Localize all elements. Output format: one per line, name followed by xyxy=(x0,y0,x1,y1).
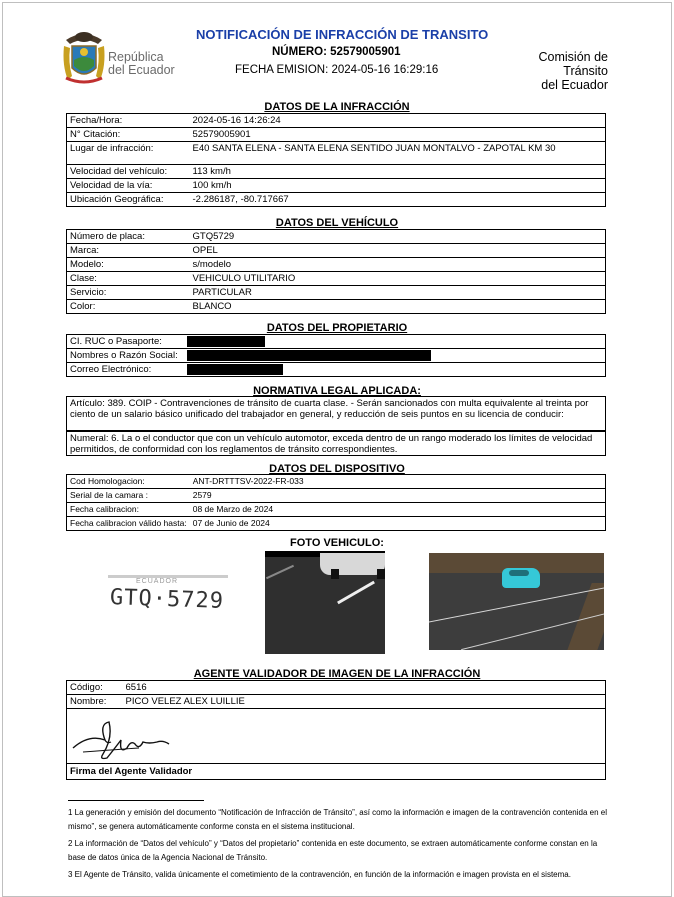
table-row xyxy=(67,681,606,695)
row-value: BLANCO xyxy=(190,300,606,314)
row-value: 100 km/h xyxy=(190,179,606,193)
row-label: CI. RUC o Pasaporte: xyxy=(67,335,184,349)
table-row xyxy=(67,193,606,207)
republica-line1: República xyxy=(108,50,164,64)
row-label: Modelo: xyxy=(67,258,190,272)
fecha-emision-line xyxy=(235,64,438,76)
table-row xyxy=(67,114,606,128)
infraccion-table xyxy=(66,113,606,207)
vehicle-rear-photo xyxy=(265,551,385,654)
table-row xyxy=(67,475,606,489)
redacted-field xyxy=(187,350,431,361)
normativa-articulo: Artículo: 389. COIP - Contravenciones de tránsito de cuarta clase. - Serán sancionados con multa equivalente al treinta por ciento de un salario básico unificado del trabajador en general, y reducción de seis puntos en su licencia de conducir: xyxy=(66,396,606,431)
footnote-1: 1 La generación y emisión del documento “Notificación de Infracción de Tránsito”, así como la información e imagen de la contravención contenida en el mismo”, se genera automáticamente conforme consta en el sistema institucional. xyxy=(68,808,607,831)
republica-line2: del Ecuador xyxy=(108,63,175,77)
numero-line xyxy=(272,46,401,58)
vehicle-overview-photo xyxy=(429,553,604,650)
section-title-normativa: NORMATIVA LEGAL APLICADA: xyxy=(253,385,421,397)
plate-number-text: GTQ·5729 xyxy=(109,585,225,614)
dispositivo-table xyxy=(66,474,606,531)
comision-line1: Comisión de Tránsito xyxy=(538,50,608,78)
car-rear-bumper xyxy=(320,553,385,575)
propietario-table xyxy=(66,334,606,377)
row-label: Correo Electrónico: xyxy=(67,363,184,377)
row-label: Color: xyxy=(67,300,190,314)
footnote-3: 3 El Agente de Tránsito, valida únicamente el cometimiento de la contravención, en función de la información e imagen provista en el sistema. xyxy=(68,870,571,879)
redacted-field xyxy=(187,364,283,375)
row-label: Ubicación Geográfica: xyxy=(67,193,190,207)
row-value: -2.286187, -80.717667 xyxy=(190,193,606,207)
table-row xyxy=(67,142,606,165)
numero-value: 52579005901 xyxy=(330,46,401,58)
section-title-vehiculo: DATOS DEL VEHÍCULO xyxy=(275,217,399,229)
row-value xyxy=(184,335,606,349)
row-label: Nombres o Razón Social: xyxy=(67,349,184,363)
row-value: E40 SANTA ELENA - SANTA ELENA SENTIDO JUAN MONTALVO - ZAPOTAL KM 30 xyxy=(190,142,606,165)
row-label: Fecha calibracion válido hasta: xyxy=(67,517,190,531)
redacted-field xyxy=(187,336,265,347)
row-value: s/modelo xyxy=(190,258,606,272)
table-row xyxy=(67,258,606,272)
row-label: Servicio: xyxy=(67,286,190,300)
table-row xyxy=(67,363,606,377)
normativa-numeral: Numeral: 6. La o el conductor que con un vehículo automotor, exceda dentro de un rango moderado los límites de velocidad permitidos, de conformidad con los reglamentos de tránsito correspondientes. xyxy=(66,431,606,456)
row-value: 08 de Marzo de 2024 xyxy=(190,503,606,517)
row-value: 07 de Junio de 2024 xyxy=(190,517,606,531)
table-row xyxy=(67,128,606,142)
offending-car-window xyxy=(509,570,529,576)
table-row xyxy=(67,695,606,709)
row-value: PARTICULAR xyxy=(190,286,606,300)
codigo-value: 6516 xyxy=(123,681,606,695)
car-wheel-right xyxy=(377,569,385,579)
footnote-separator xyxy=(68,800,204,801)
row-label: Número de placa: xyxy=(67,230,190,244)
section-title-dispositivo: DATOS DEL DISPOSITIVO xyxy=(269,463,405,475)
table-row xyxy=(67,286,606,300)
table-row xyxy=(67,179,606,193)
table-row xyxy=(67,230,606,244)
row-label: Lugar de infracción: xyxy=(67,142,190,165)
document-title: NOTIFICACIÓN DE INFRACCIÓN DE TRANSITO xyxy=(196,27,489,42)
fecha-emision-value: 2024-05-16 16:29:16 xyxy=(331,64,439,76)
row-value: GTQ5729 xyxy=(190,230,606,244)
section-title-propietario: DATOS DEL PROPIETARIO xyxy=(266,322,408,334)
row-label: Velocidad del vehículo: xyxy=(67,165,190,179)
table-row xyxy=(67,489,606,503)
plate-header-text: ECUADOR xyxy=(136,578,179,585)
row-label: Fecha/Hora: xyxy=(67,114,190,128)
lane-marking xyxy=(266,565,294,579)
license-plate-crop xyxy=(100,575,240,625)
section-title-foto: FOTO VEHICULO: xyxy=(290,537,384,549)
row-value: 2579 xyxy=(190,489,606,503)
table-row xyxy=(67,272,606,286)
signature-underline xyxy=(67,763,605,764)
row-value: VEHICULO UTILITARIO xyxy=(190,272,606,286)
row-value xyxy=(184,363,606,377)
row-label: Fecha calibracion: xyxy=(67,503,190,517)
row-value: 2024-05-16 14:26:24 xyxy=(190,114,606,128)
ecuador-coat-of-arms-icon xyxy=(58,26,110,86)
fecha-emision-label: FECHA EMISION: xyxy=(235,64,329,76)
table-row xyxy=(67,244,606,258)
lane-marking xyxy=(337,581,375,605)
row-label: N° Citación: xyxy=(67,128,190,142)
agente-table xyxy=(66,680,606,709)
row-label: Cod Homologacion: xyxy=(67,475,190,489)
row-label: Serial de la camara : xyxy=(67,489,190,503)
row-value xyxy=(184,349,606,363)
comision-transito-logo-text xyxy=(496,50,608,92)
section-title-agente: AGENTE VALIDADOR DE IMAGEN DE LA INFRACCIÓN xyxy=(193,668,481,680)
row-label: Clase: xyxy=(67,272,190,286)
row-value: ANT-DRTTTSV-2022-FR-033 xyxy=(190,475,606,489)
row-label: Marca: xyxy=(67,244,190,258)
comision-line2: del Ecuador xyxy=(541,78,608,92)
row-label: Velocidad de la vía: xyxy=(67,179,190,193)
table-row xyxy=(67,165,606,179)
table-row xyxy=(67,335,606,349)
vehiculo-table xyxy=(66,229,606,314)
car-wheel-left xyxy=(331,569,339,579)
numero-label: NÚMERO: xyxy=(272,46,327,58)
section-title-infraccion: DATOS DE LA INFRACCIÓN xyxy=(264,101,410,113)
table-row xyxy=(67,300,606,314)
footnote-2: 2 La información de “Datos del vehículo” y “Datos del propietario” contenida en este documento, se extraen automáticamente conforme constan en la base de datos única de la Agencia Nacional de Tránsito. xyxy=(68,839,598,862)
row-value: 52579005901 xyxy=(190,128,606,142)
codigo-label: Código: xyxy=(67,681,123,695)
republica-del-ecuador-logo-text xyxy=(108,51,175,77)
signature-icon xyxy=(69,714,179,767)
table-row xyxy=(67,349,606,363)
table-row xyxy=(67,503,606,517)
firma-label: Firma del Agente Validador xyxy=(70,766,193,777)
plate-top-border xyxy=(108,575,228,578)
row-value: OPEL xyxy=(190,244,606,258)
row-value: 113 km/h xyxy=(190,165,606,179)
nombre-value: PICO VELEZ ALEX LUILLIE xyxy=(123,695,606,709)
table-row xyxy=(67,517,606,531)
signature-box xyxy=(66,708,606,780)
nombre-label: Nombre: xyxy=(67,695,123,709)
